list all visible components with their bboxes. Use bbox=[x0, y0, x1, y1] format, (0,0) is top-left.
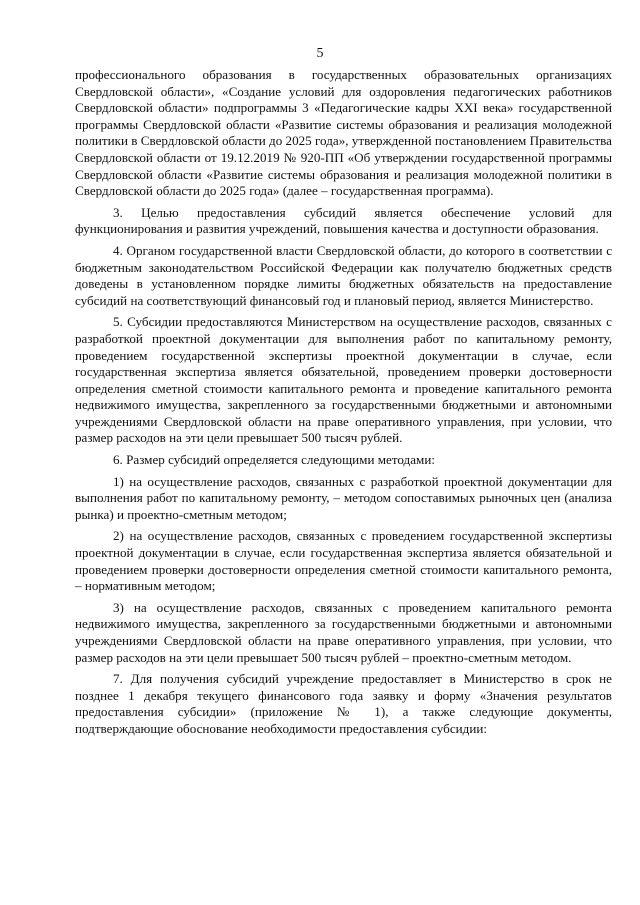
page-number: 5 bbox=[316, 46, 324, 61]
document-body bbox=[75, 67, 612, 738]
paragraph-item-7: 7. Для получения субсидий учреждение предоставляет в Министерство в срок не позднее 1 декабря текущего финансового года заявку и форму «Значения результатов предоставления субсидии» (приложение № 1), а также следующие документы, подтверждающие обоснование необходимости предоставления субсидии: bbox=[75, 671, 612, 736]
paragraph-item-6-2: 2) на осуществление расходов, связанных с проведением государственной экспертизы проектной документации в случае, если государственная экспертиза является обязательной и проведением проверки достоверности определения сметной стоимости капитального ремонта, – нормативным методом; bbox=[75, 528, 612, 594]
paragraph-continuation: профессионального образования в государственных образовательных организациях Свердловской области», «Создание условий для оздоровления педагогических работников Свердловской области» подпрограммы 3 «Педагогические кадры XXI века» государственной программы Свердловской области «Развитие системы образования и реализация молодежной политики в Свердловской области до 2025 года», утвержденной постановлением Правительства Свердловской области от 19.12.2019 № 920-ПП «Об утверждении государственной программы Свердловской области «Развитие системы образования и реализация молодежной политики в Свердловской области до 2025 года» (далее – государственная программа). bbox=[75, 67, 612, 199]
paragraph-item-5: 5. Субсидии предоставляются Министерством на осуществление расходов, связанных с разработкой проектной документации для выполнения работ по капитальному ремонту, проведением государственной экспертизы проектной документации в случае, если государственная экспертиза является обязательной, проведением проверки достоверности определения сметной стоимости капитального ремонта и проведение капитального ремонта недвижимого имущества, закрепленного за государственными бюджетными и автономными учреждениями Свердловской области на праве оперативного управления, при условии, что размер расходов на эти цели превышает 500 тысяч рублей. bbox=[75, 314, 612, 446]
paragraph-item-4: 4. Органом государственной власти Свердловской области, до которого в соответствии с бюджетным законодательством Российской Федерации как получателю бюджетных средств доведены в установленном порядке лимиты бюджетных обязательств на предоставление субсидий на соответствующий финансовый год и плановый период, является Министерство. bbox=[75, 242, 612, 308]
paragraph-item-3: 3. Целью предоставления субсидий является обеспечение условий для функционирования и развития учреждений, повышения качества и доступности образования. bbox=[75, 204, 612, 237]
paragraph-item-6-1: 1) на осуществление расходов, связанных с разработкой проектной документации для выполнения работ по капитальному ремонту, – методом сопоставимых рыночных цен (анализа рынка) и проектно-сметным методом; bbox=[75, 473, 612, 522]
paragraph-item-6-3: 3) на осуществление расходов, связанных с проведением капитального ремонта недвижимого имущества, закрепленного за государственными бюджетными и автономными учреждениями Свердловской области на праве оперативного управления, при условии, что размер расходов на эти цели превышает 500 тысяч рублей – проектно-сметным методом. bbox=[75, 599, 612, 665]
paragraph-item-6: 6. Размер субсидий определяется следующими методами: bbox=[113, 452, 435, 468]
